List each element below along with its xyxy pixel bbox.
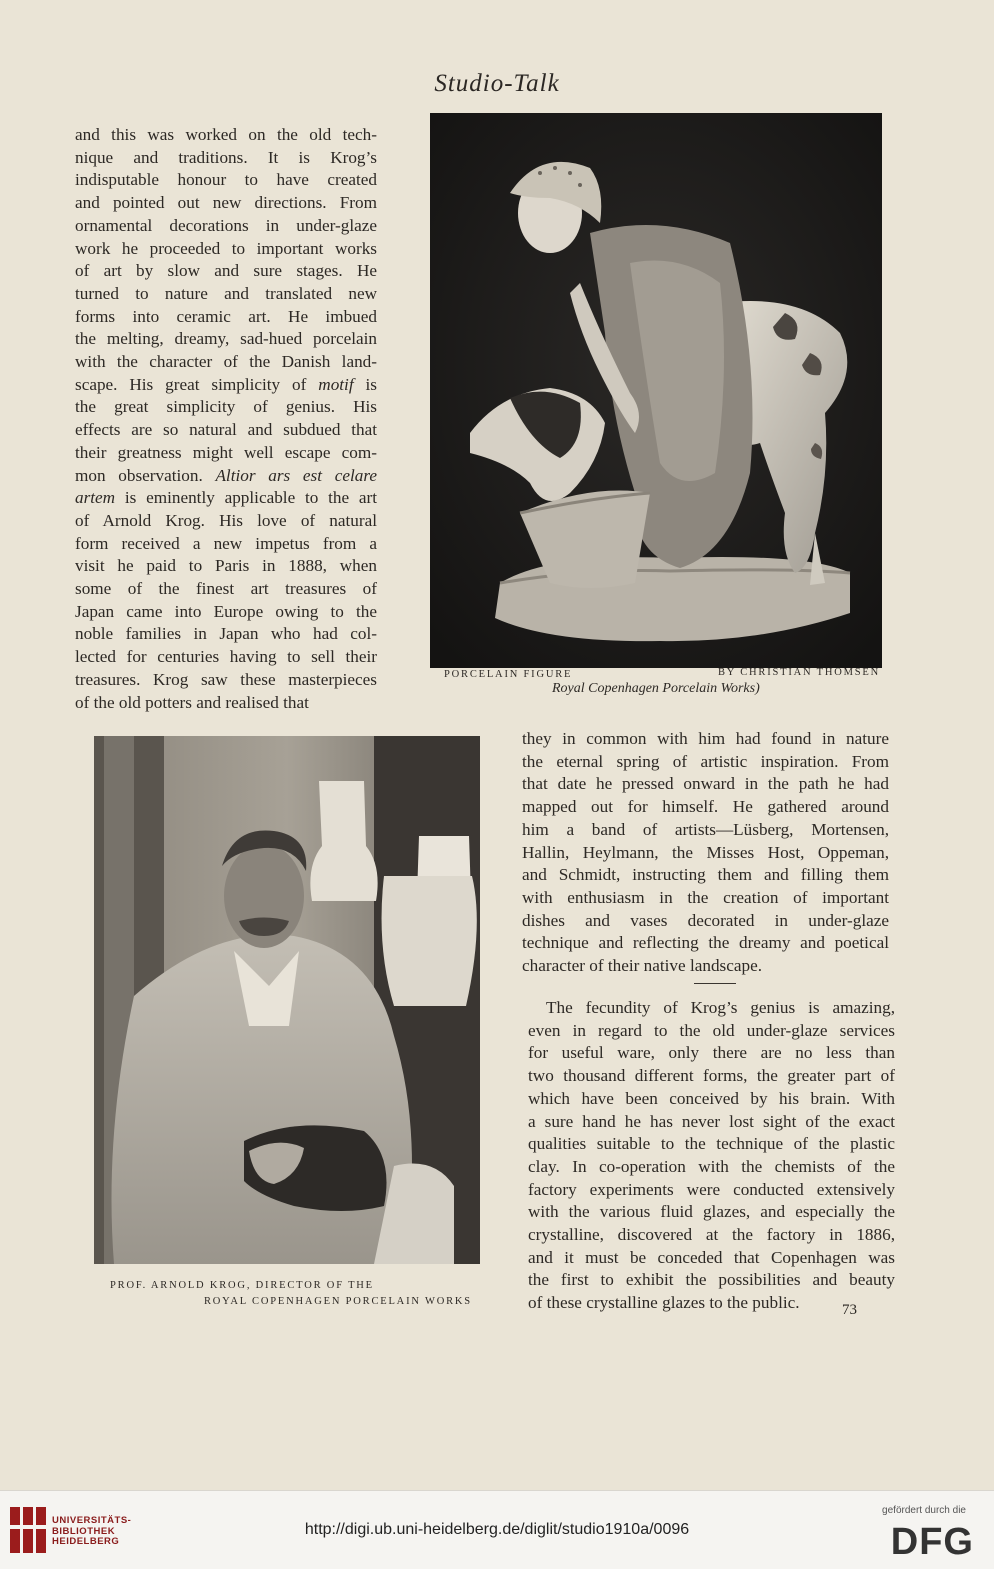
text-line: ornamental decorations in under-glaze xyxy=(75,215,377,235)
text-line: a sure hand he has never lost sight of the exact xyxy=(528,1111,895,1131)
permalink-url[interactable]: http://digi.ub.uni-heidelberg.de/diglit/studio1910a/0096 xyxy=(304,1521,690,1538)
text-line: treasures. Krog saw these masterpieces xyxy=(75,669,377,689)
text-line: with enthusiasm in the creation of important xyxy=(522,887,889,907)
text-line: form received a new impetus from a xyxy=(75,533,377,553)
text-line: crystalline, discovered at the factory in 1886, xyxy=(528,1225,895,1245)
text-line: the first to exhibit the possibilities and beauty xyxy=(528,1270,895,1290)
text-line: factory experiments were conducted extensively xyxy=(528,1179,895,1199)
text-line: visit he paid to Paris in 1888, when xyxy=(75,556,377,576)
text-line: lected for centuries having to sell their xyxy=(75,647,377,667)
text-line: the melting, dreamy, sad-hued porcelain xyxy=(75,329,377,349)
left-text-column xyxy=(75,124,377,714)
portrait-caption-line1: PROF. ARNOLD KROG, DIRECTOR OF THE xyxy=(110,1280,374,1291)
text-line: the great simplicity of genius. His xyxy=(75,397,377,417)
porcelain-figure-illustration xyxy=(430,113,882,668)
library-name: UNIVERSITÄTS- BIBLIOTHEK HEIDELBERG xyxy=(52,1515,132,1547)
section-divider xyxy=(694,983,736,984)
text-line: of these crystalline glazes to the public. xyxy=(528,1293,800,1313)
text-line: effects are so natural and subdued that xyxy=(75,420,377,440)
text-line: they in common with him had found in nature xyxy=(522,729,889,748)
running-head: Studio-Talk xyxy=(434,70,560,97)
text-line: clay. In co-operation with the chemists of the xyxy=(528,1156,895,1176)
dfg-logo: DFG xyxy=(890,1521,974,1563)
text-line: artem is eminently applicable to the art xyxy=(75,488,377,508)
text-line: the eternal spring of artistic inspiration. From xyxy=(522,751,889,771)
text-line: and this was worked on the old tech- xyxy=(75,125,377,144)
text-line: of art by slow and sure stages. He xyxy=(75,261,377,281)
text-line: of Arnold Krog. His love of natural xyxy=(75,510,377,530)
text-line: Japan came into Europe owing to the xyxy=(75,601,377,621)
text-line: even in regard to the old under-glaze services xyxy=(528,1020,895,1040)
figure-caption-right: BY CHRISTIAN THOMSEN xyxy=(718,667,881,678)
text-line: him a band of artists—Lüsberg, Mortensen, xyxy=(522,819,889,839)
digitization-footer xyxy=(0,1490,994,1569)
text-line: and it must be conceded that Copenhagen was xyxy=(528,1247,895,1267)
text-line: two thousand different forms, the greater part of xyxy=(528,1066,895,1086)
text-line: mapped out for himself. He gathered around xyxy=(522,797,889,817)
text-line: with the character of the Danish land- xyxy=(75,352,377,372)
text-line: turned to nature and translated new xyxy=(75,283,377,303)
portrait-illustration xyxy=(94,736,480,1264)
text-line: mon observation. Altior ars est celare xyxy=(75,465,377,485)
page-number: 73 xyxy=(842,1302,857,1318)
portrait-caption-line2: ROYAL COPENHAGEN PORCELAIN WORKS xyxy=(204,1296,472,1307)
porcelain-figure-photo xyxy=(430,113,882,668)
text-line: their greatness might well escape com- xyxy=(75,442,377,462)
text-line: with the various fluid glazes, and especially the xyxy=(528,1202,895,1222)
text-line: nique and traditions. It is Krog’s xyxy=(75,147,377,167)
text-line: forms into ceramic art. He imbued xyxy=(75,306,377,326)
text-line: some of the finest art treasures of xyxy=(75,579,377,599)
text-line: for useful ware, only there are no less than xyxy=(528,1043,895,1063)
text-line: scape. His great simplicity of motif is xyxy=(75,374,377,394)
text-line: and Schmidt, instructing them and filling them xyxy=(522,865,889,885)
text-line: which have been conceived by his brain. With xyxy=(528,1088,895,1108)
text-line: Hallin, Heylmann, the Misses Host, Oppeman, xyxy=(522,842,889,862)
text-line: technique and reflecting the dreamy and poetical xyxy=(522,933,889,953)
figure-credit: Royal Copenhagen Porcelain Works) xyxy=(552,681,760,696)
funded-by-label: gefördert durch die xyxy=(882,1505,966,1516)
text-line: character of their native landscape. xyxy=(522,956,763,976)
figure-caption-left: PORCELAIN FIGURE xyxy=(444,669,573,680)
text-line: that date he pressed onward in the path he had xyxy=(522,774,889,794)
text-line: indisputable honour to have created xyxy=(75,170,377,190)
text-line: of the old potters and realised that xyxy=(75,692,309,712)
text-line: qualities suitable to the technique of the plastic xyxy=(528,1134,895,1154)
arnold-krog-portrait-photo xyxy=(94,736,480,1264)
right-text-column-bottom xyxy=(528,997,895,1315)
text-line: and pointed out new directions. From xyxy=(75,193,377,213)
right-text-column-top xyxy=(522,728,889,978)
text-line: The fecundity of Krog’s genius is amazing, xyxy=(546,998,895,1017)
text-line: noble families in Japan who had col- xyxy=(75,624,377,644)
text-line: work he proceeded to important works xyxy=(75,238,377,258)
text-line: dishes and vases decorated in under-glaze xyxy=(522,910,889,930)
